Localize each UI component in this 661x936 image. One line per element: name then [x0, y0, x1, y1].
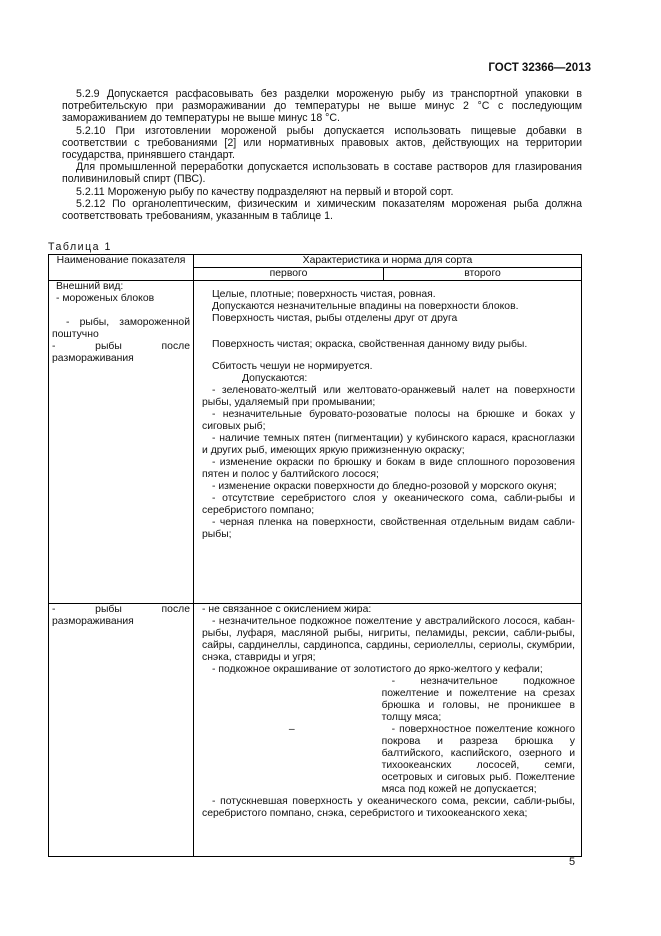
row1-text-7: - незначительные буровато-розоватые полосы на брюшке и боках у сиговых рыб;	[202, 409, 575, 432]
paragraph-5-2-12: 5.2.12 По органолептическим, физическим и химическим показателям мороженая рыба должна соответствовать требованиям, указанным в таблице 1.	[62, 197, 582, 223]
row1-label-blocks: - мороженых блоков	[56, 293, 155, 304]
paragraph-5-2-11: 5.2.11 Мороженую рыбу по качеству подразделяют на первый и второй сорт.	[76, 185, 454, 198]
row1-label-appearance: Внешний вид:	[56, 281, 124, 292]
row1-text-6: - зеленовато-желтый или желтовато-оранжевый налет на поверхности рыбы, удаляемый при промывании;	[202, 385, 575, 408]
row1-label-piece: - рыбы, замороженной поштучно	[52, 317, 190, 340]
row2-characteristics	[194, 604, 582, 857]
row2-split	[202, 676, 575, 796]
page-number: 5	[569, 856, 576, 868]
header-indicator-name: Наименование показателя	[49, 255, 194, 281]
row2-indicator	[49, 604, 194, 857]
paragraphs	[62, 88, 582, 222]
row1-text-11: - отсутствие серебристого слоя у океанического сома, сабли-рыбы и серебристого помпано;	[202, 493, 575, 516]
paragraph-5-2-10-pvs: Для промышленной переработки допускается использовать в составе растворов для глазирования поливиниловый спирт (ПВС).	[62, 161, 582, 186]
header-characteristic: Характеристика и норма для сорта	[194, 255, 582, 268]
row1-text-8: - наличие темных пятен (пигментации) у кубинского карася, красноглазки и других рыб, имеющих яркую прижизненную окраску;	[202, 433, 575, 456]
row1-text-3: Поверхность чистая, рыбы отделены друг от друга	[212, 313, 458, 324]
table-header-row	[49, 255, 582, 268]
row1-label-thawed: - рыбы после размораживания	[52, 341, 190, 364]
row1-text-12: - черная пленка на поверхности, свойственная отдельным видам сабли-рыбы;	[202, 517, 575, 540]
row1-text-10: - изменение окраски поверхности до бледно-розовой у морского окуня;	[212, 481, 557, 492]
row2-item-1: - незначительное подкожное пожелтение у австралийского лосося, кабан-рыбы, луфаря, масляной рыбы, нигриты, пеламиды, рексии, сабли-рыбы, сайры, сардинеллы, сардинопса, сардины, сериолеллы, сериолы, скумбрии, снэка, ставриды и угря;	[202, 616, 575, 663]
table-row	[49, 281, 582, 604]
row1-text-1: Целые, плотные; поверхность чистая, ровная.	[212, 289, 436, 300]
row1-text-9: - изменение окраски по брюшку и бокам в виде сплошного порозовения пятен и полос у балтийского лосося;	[202, 457, 575, 480]
row1-characteristics	[194, 281, 582, 604]
table-title: Таблица 1	[48, 241, 112, 253]
row1-indicator	[49, 281, 194, 604]
header-second-grade: второго	[384, 268, 582, 281]
table-row	[49, 604, 582, 857]
row2-second-b: - поверхностное пожелтение кожного покрова и разреза брюшка у балтийского, каспийского, озерного и тихоокеанских лососей, семги, осетровых и сиговых рыб. Пожелтение мяса под кожей не допускается;	[381, 724, 575, 795]
row1-text-2: Допускаются незначительные впадины на поверхности блоков.	[212, 301, 519, 312]
row1-spacer	[202, 351, 575, 361]
row2-second-grade	[382, 676, 575, 796]
header-first-grade: первого	[194, 268, 384, 281]
row2-label-thawed: - рыбы после размораживания	[52, 604, 190, 627]
row1-text-5: Сбитость чешуи не нормируется.	[212, 361, 373, 372]
row2-second-a: - незначительное подкожное пожелтение и пожелтение на срезах брюшка и головы, не проникшее в толщу мяса;	[381, 676, 575, 723]
row1-text-allowed: Допускаются:	[242, 373, 308, 384]
table-1	[48, 254, 582, 857]
standard-header: ГОСТ 32366—2013	[488, 62, 591, 74]
row1-spacer	[202, 325, 575, 339]
row2-item-2: - подкожное окрашивание от золотистого до ярко-желтого у кефали;	[212, 664, 543, 675]
paragraph-5-2-9: 5.2.9 Допускается расфасовывать без разделки мороженую рыбу из транспортной упаковки в потребительскую при размораживании до температуры не выше минус 2 °С с последующим замораживанием до температуры не выше минус 18 °С.	[62, 88, 582, 125]
row1-text-4: Поверхность чистая; окраска, свойственная данному виду рыбы.	[212, 339, 528, 350]
row2-first-grade-dash: –	[288, 724, 295, 735]
row2-heading: - не связанное с окислением жира:	[202, 604, 372, 615]
row2-item-3: - потускневшая поверхность у океанического сома, рексии, сабли-рыбы, серебристого помпано, снэка, серебристого и тихоокеанского хека;	[202, 796, 575, 819]
paragraph-5-2-10: 5.2.10 При изготовлении мороженой рыбы допускается использовать пищевые добавки в соответствии с требованиями [2] или нормативных правовых актов, действующих на территории государства, принявшего стандарт.	[62, 124, 582, 162]
